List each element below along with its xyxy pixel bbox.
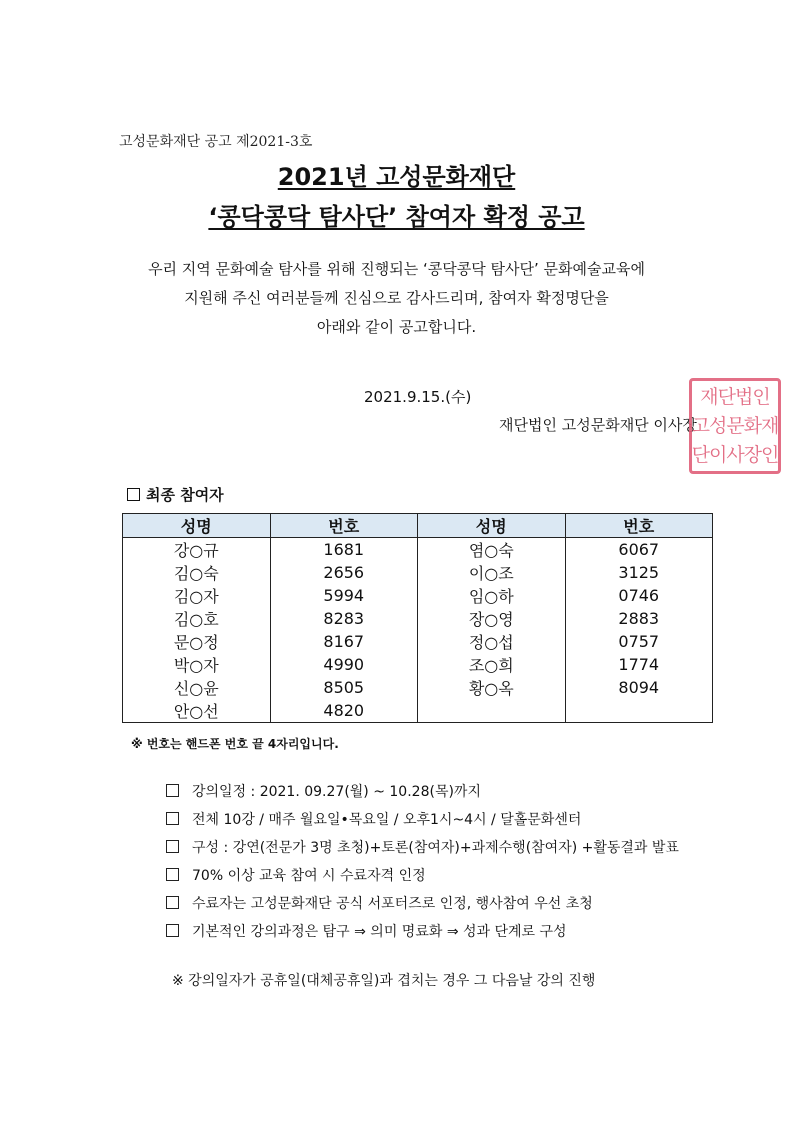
- participant-number: 1681: [270, 538, 418, 562]
- detail-text: 구성 : 강연(전문가 3명 초청)+토론(참여자)+과제수행(참여자) +활동결과 발표: [192, 840, 679, 856]
- section-title-label: 최종 참여자: [146, 486, 224, 504]
- intro-line: 아래와 같이 공고합니다.: [316, 318, 477, 336]
- participant-number: 8094: [565, 676, 713, 699]
- participant-name: 김○자: [123, 584, 271, 607]
- participant-number: [565, 699, 713, 723]
- participant-name: 안○선: [123, 699, 271, 723]
- column-header-number: 번호: [565, 514, 713, 538]
- participant-number: 0746: [565, 584, 713, 607]
- checkbox-icon: [166, 868, 179, 881]
- participant-table: [122, 513, 713, 723]
- participant-name: 조○희: [418, 653, 566, 676]
- table-header-row: [123, 514, 713, 538]
- participant-number: 2883: [565, 607, 713, 630]
- list-item: [166, 922, 679, 950]
- checkbox-icon: [166, 840, 179, 853]
- participant-name: 신○윤: [123, 676, 271, 699]
- detail-text: 강의일정 : 2021. 09.27(월) ~ 10.28(목)까지: [192, 784, 481, 800]
- column-header-number: 번호: [270, 514, 418, 538]
- table-row: [123, 699, 713, 723]
- detail-text: 기본적인 강의과정은 탐구 ⇒ 의미 명료화 ⇒ 성과 단계로 구성: [192, 924, 567, 940]
- list-item: [166, 810, 679, 838]
- checkbox-icon: [166, 812, 179, 825]
- participant-name: 이○조: [418, 561, 566, 584]
- participant-number: 4990: [270, 653, 418, 676]
- participant-number: 8167: [270, 630, 418, 653]
- participant-number: 1774: [565, 653, 713, 676]
- checkbox-icon: [166, 924, 179, 937]
- participant-name: 강○규: [123, 538, 271, 562]
- participant-name: 김○호: [123, 607, 271, 630]
- participant-name: 황○옥: [418, 676, 566, 699]
- participant-name: [418, 699, 566, 723]
- participant-number: 4820: [270, 699, 418, 723]
- table-note: ※ 번호는 핸드폰 번호 끝 4자리입니다.: [131, 737, 339, 751]
- section-title: [127, 484, 224, 505]
- seal-line: 재단법인: [700, 385, 770, 408]
- table-row: [123, 653, 713, 676]
- seal-line: 단이사장인: [691, 443, 779, 466]
- participant-name: 임○하: [418, 584, 566, 607]
- announcement-date: 2021.9.15.(수): [364, 388, 472, 406]
- table-row: [123, 607, 713, 630]
- table-row: [123, 630, 713, 653]
- participant-number: 8505: [270, 676, 418, 699]
- participant-name: 김○숙: [123, 561, 271, 584]
- table-row: [123, 561, 713, 584]
- list-item: [166, 782, 679, 810]
- participant-number: 0757: [565, 630, 713, 653]
- issuer-name: 재단법인 고성문화재단 이사장: [499, 416, 697, 434]
- participant-number: 8283: [270, 607, 418, 630]
- program-details-list: [166, 782, 679, 950]
- detail-text: 70% 이상 교육 참여 시 수료자격 인정: [192, 868, 426, 884]
- column-header-name: 성명: [418, 514, 566, 538]
- document-number: 고성문화재단 공고 제2021-3호: [119, 134, 313, 150]
- checkbox-icon: [166, 896, 179, 909]
- title-line-2: ‘콩닥콩닥 탐사단’ 참여자 확정 공고: [208, 203, 585, 231]
- official-seal: [689, 378, 781, 474]
- list-item: [166, 838, 679, 866]
- participant-name: 염○숙: [418, 538, 566, 562]
- participant-name: 정○섭: [418, 630, 566, 653]
- participant-name: 박○자: [123, 653, 271, 676]
- list-item: [166, 894, 679, 922]
- participant-number: 2656: [270, 561, 418, 584]
- intro-line: 지원해 주신 여러분들께 진심으로 감사드리며, 참여자 확정명단을: [184, 289, 609, 307]
- participant-number: 3125: [565, 561, 713, 584]
- checkbox-icon: [166, 784, 179, 797]
- column-header-name: 성명: [123, 514, 271, 538]
- checkbox-icon: [127, 488, 140, 501]
- holiday-footnote: ※ 강의일자가 공휴일(대체공휴일)과 겹치는 경우 그 다음날 강의 진행: [172, 973, 596, 989]
- detail-text: 수료자는 고성문화재단 공식 서포터즈로 인정, 행사참여 우선 초청: [192, 896, 593, 912]
- detail-text: 전체 10강 / 매주 월요일•목요일 / 오후1시~4시 / 달홀문화센터: [192, 812, 582, 828]
- table-row: [123, 538, 713, 562]
- title-line-1: 2021년 고성문화재단: [277, 163, 516, 191]
- participant-number: 6067: [565, 538, 713, 562]
- table-row: [123, 676, 713, 699]
- intro-paragraph: [0, 255, 793, 342]
- seal-line: 고성문화재: [691, 414, 779, 437]
- participant-name: 장○영: [418, 607, 566, 630]
- participant-name: 문○정: [123, 630, 271, 653]
- list-item: [166, 866, 679, 894]
- participant-number: 5994: [270, 584, 418, 607]
- intro-line: 우리 지역 문화예술 탐사를 위해 진행되는 ‘콩닥콩닥 탐사단’ 문화예술교육에: [148, 260, 645, 278]
- table-row: [123, 584, 713, 607]
